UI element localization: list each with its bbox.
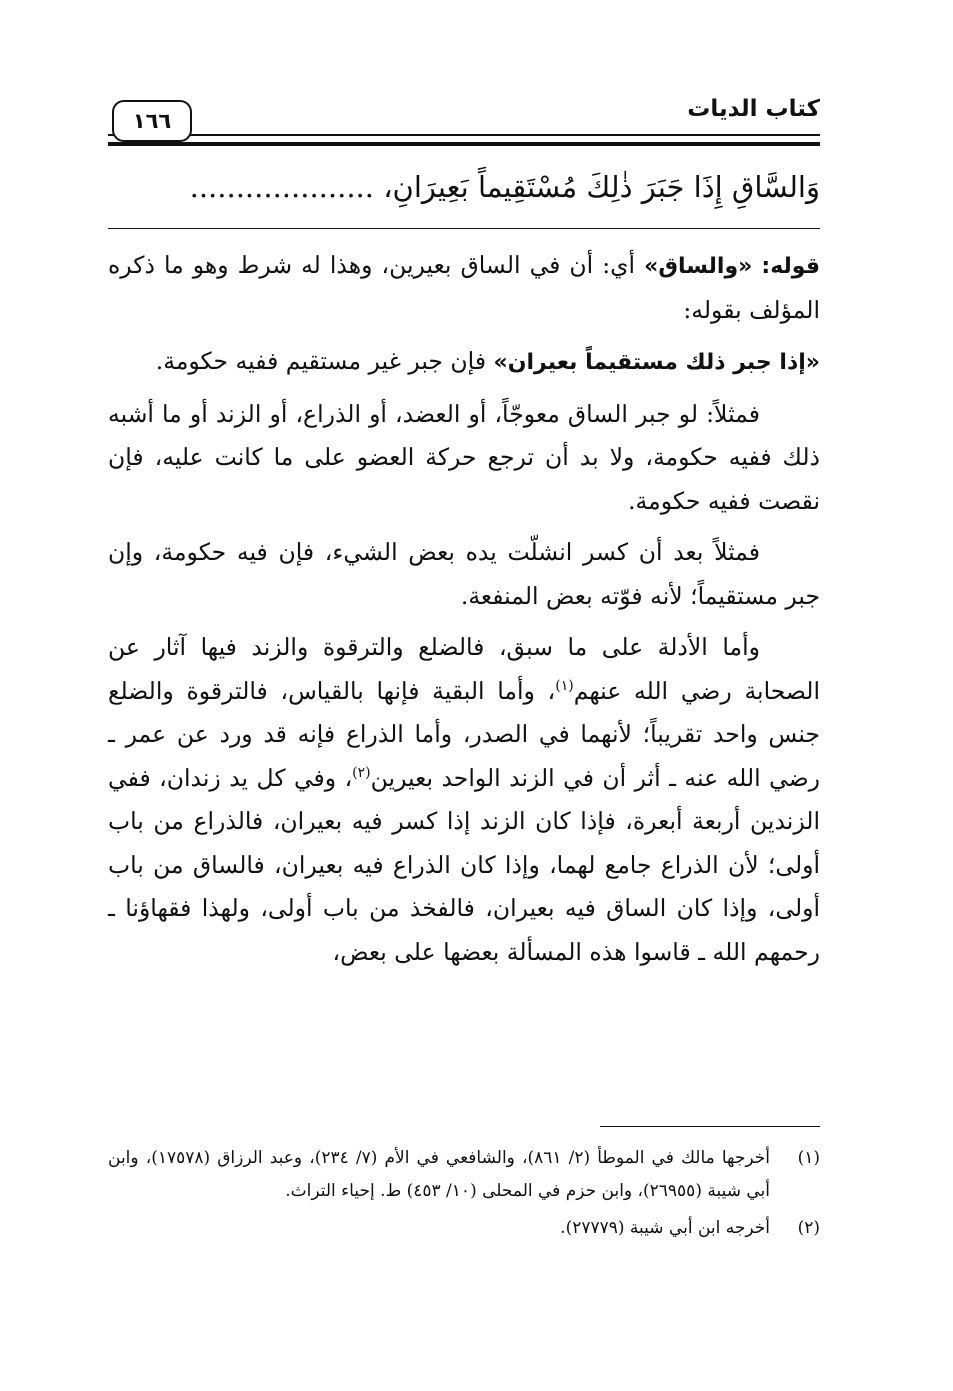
paragraph [108, 626, 820, 974]
paragraph [108, 340, 820, 385]
commentary-body [108, 244, 820, 982]
quoted-term: «إذا جبر ذلك مستقيماً بعيران» [493, 350, 820, 375]
footnote-number: (١) [797, 1148, 820, 1168]
header-rule [108, 134, 820, 136]
lead-word: قوله: [761, 254, 820, 279]
footnote-text: أخرجه ابن أبي شيبة (٢٧٧٧٩). [560, 1218, 770, 1238]
footnote-ref: (١) [555, 677, 574, 694]
paragraph-text: ، وأما البقية فإنها بالقياس، فالترقوة والضلع جنس واحد تقريباً؛ لأنهما في الصدر، وأما الذراع فإنه قد ورد عن عمر ـ رضي الله عنه ـ أثر أن في الزند الواحد بعيرين [108, 676, 820, 792]
page-number-box [112, 100, 192, 142]
footnote-number: (٢) [797, 1218, 820, 1238]
paragraph: فمثلاً: لو جبر الساق معوجّاً، أو العضد، أو الذراع، أو الزند أو ما أشبه ذلك ففيه حكومة، ولا بد أن ترجع حركة العضو على ما كانت عليه، فإن نقصت ففيه حكومة. [108, 399, 820, 515]
footnote [108, 1142, 820, 1208]
footnote-ref: (٢) [352, 764, 371, 781]
book-title: كتاب الديات [687, 96, 820, 122]
matn-line: وَالسَّاقِ إِذَا جَبَرَ ذٰلِكَ مُسْتَقِيماً بَعِيرَانِ، .................... [189, 170, 820, 204]
footnote-text: أخرجها مالك في الموطأ (٢/ ٨٦١)، والشافعي في الأم (٧/ ٢٣٤)، وعبد الرزاق (١٧٥٧٨)، وابن أبي شيبة (٢٦٩٥٥)، وابن حزم في المحلى (١٠/ ٤٥٣) ط. إحياء التراث. [108, 1148, 770, 1201]
header-rule-thick [108, 142, 820, 146]
paragraph-text: ، وفي كل يد زندان، ففي الزندين أربعة أبعرة، فإذا كان الزند إذا كسر فيه بعيران، فالذراع من باب أولى؛ لأن الذراع جامع لهما، وإذا كان الذراع فيه بعيران، فالساق من باب أولى، وإذا كان الساق فيه بعيران، فالفخذ من باب أولى، ولهذا فقهاؤنا ـ رحمهم الله ـ قاسوا هذه المسألة بعضها على بعض، [108, 763, 820, 966]
page-number: ١٦٦ [132, 109, 172, 133]
footnote [108, 1212, 820, 1245]
footnotes [108, 1142, 820, 1249]
paragraph: فمثلاً بعد أن كسر انشلّت يده بعض الشيء، فإن فيه حكومة، وإن جبر مستقيماً؛ لأنه فوّته بعض المنفعة. [108, 538, 820, 610]
paragraph-text: أي: أن في الساق بعيرين، وهذا له شرط وهو ما ذكره المؤلف بقوله: [108, 251, 820, 324]
footnote-divider [600, 1126, 820, 1127]
paragraph-text: فإن جبر غير مستقيم ففيه حكومة. [155, 347, 494, 375]
running-header [108, 94, 820, 154]
matn-divider [108, 228, 820, 229]
quoted-term: «والساق» [644, 254, 753, 279]
paragraph [108, 244, 820, 332]
paragraph-text: وأما الأدلة على ما سبق، فالضلع والترقوة والزند فيها آثار عن الصحابة رضي الله عنهم [108, 633, 820, 705]
